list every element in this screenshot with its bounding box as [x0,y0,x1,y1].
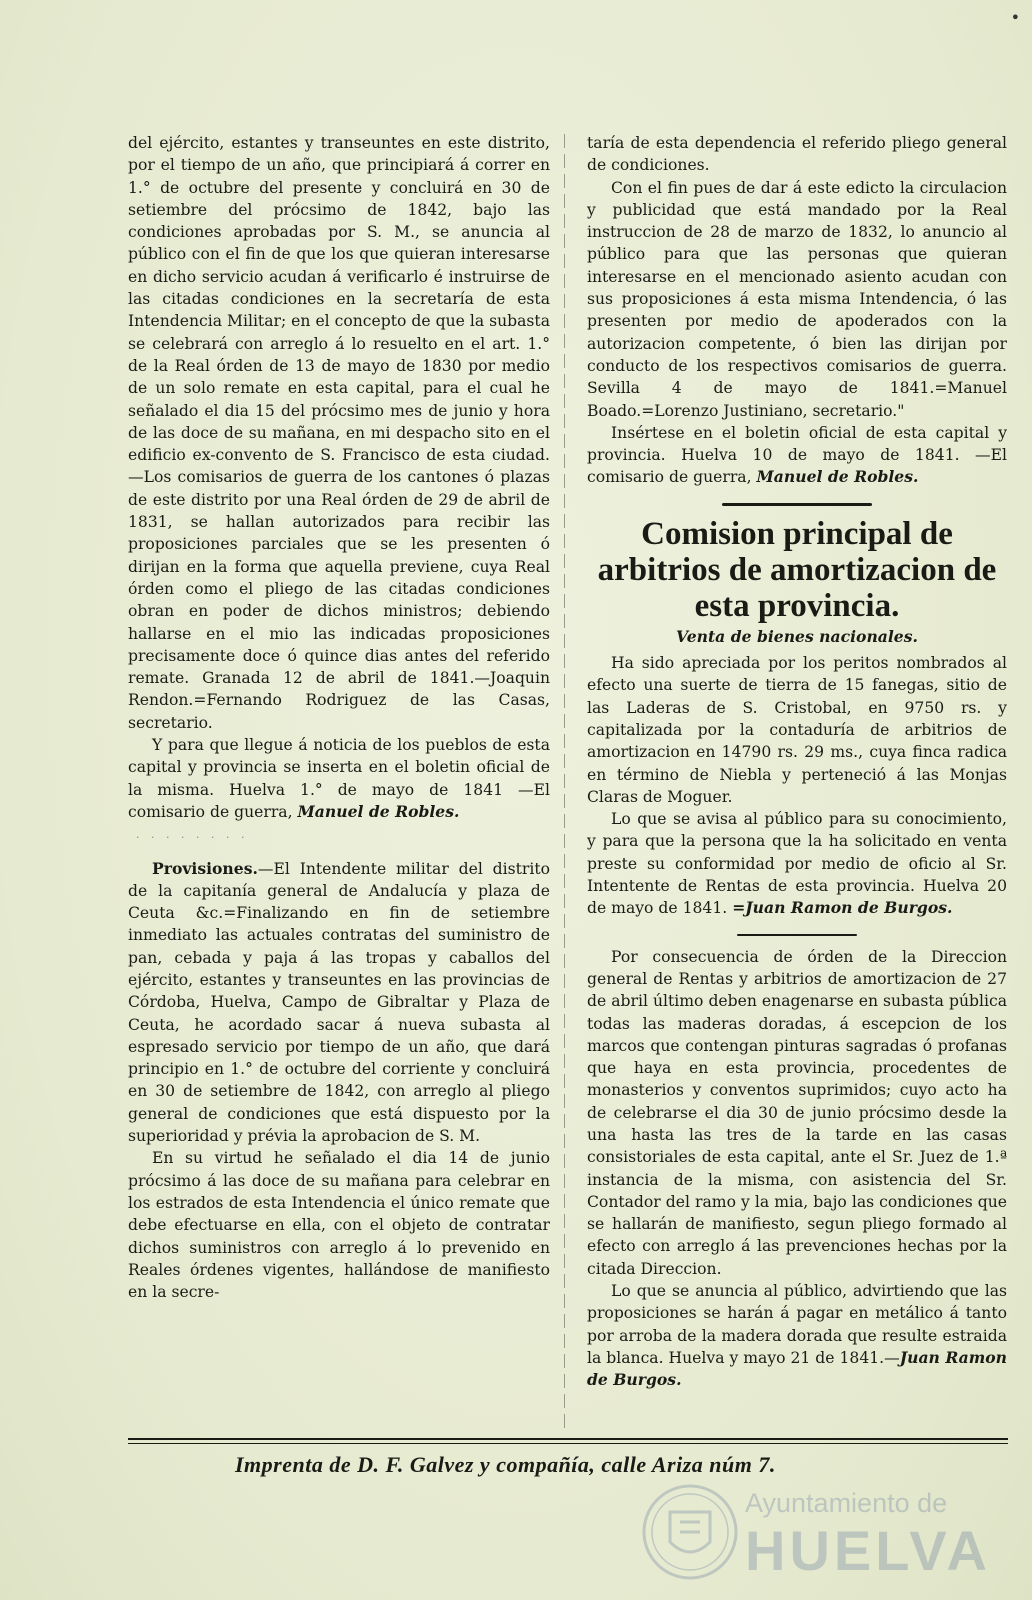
provisiones-body: —El Intendente militar del distrito de la capitanía general de Andalucía y plaza de Ceuta &c.=Finalizando en fin de setiembre inmediato las actuales contratas del suministro de pan, cebada y paja á las tropas y caballos del ejército, estantes y transeuntes en las provincias de Córdoba, Huelva, Campo de Gibraltar y Plaza de Ceuta, he acordado sacar á nueva subasta al espresado servicio por tiempo de un año, que dará principio en 1.° de octubre del corriente y concluirá en 30 de setiembre de 1842, con arreglo al pliego general de condiciones que está dispuesto por la superioridad y prévia la aprobacion de S. M. [128,859,550,1146]
right-column [587,132,1007,1392]
virtud-paragraph: En su virtud he señalado el dia 14 de junio prócsimo á las doce de su mañana para celebrar en los estrados de esta Intendencia el único remate que debe efectuarse en ella, con el objeto de contratar dichos suministros con arreglo á lo prevenido en Reales órdenes vigentes, hallándose de manifiesto en la secre- [128,1149,550,1302]
archive-watermark [640,1480,1020,1590]
fin-paragraph: Con el fin pues de dar á este edicto la circulacion y publicidad que está mandado por la Real instruccion de 28 de marzo de 1832, lo anuncio al público para que las personas que quieran interesarse en el mencionado asiento acudan con sus proposiciones á esta misma Intendencia, ó las presenten por medio de apoderados con la autorizacion competente, ó bien las dirijan por conducto de los respectivos comisarios de guerra. Sevilla 4 de mayo de 1841.=Manuel Boado.=Lorenzo Justiniano, secretario." [587,178,1007,420]
watermark-line2: HUELVA [745,1519,991,1582]
footer-rule [128,1438,1008,1440]
insertese-signature: Manuel de Robles. [756,467,919,487]
insertese-paragraph [587,422,1007,489]
section-separator: · · · · · · · · [136,831,249,845]
insertese-text: Insértese en el boletin oficial de esta capital y provincia. Huelva 10 de mayo de 1841. —El comisario de guerra, [587,423,1007,487]
consecuencia-paragraph: Por consecuencia de órden de la Direccion general de Rentas y arbitrios de amortizacion de 27 de abril último deben enagenarse en subasta pública todas las maderas doradas, á escepcion de los marcos que contengan pinturas sagradas ó profanas que haya en esta provincia, procedentes de monasterios y conventos suprimidos; cuyo acto ha de celebrarse el dia 30 de junio prócsimo desde la una hasta las tres de la tarde en las casas consistoriales de esta capital, ante el Sr. Juez de 1.ª instancia de la misma, con asistencia del Sr. Contador del ramo y la mia, bajo las condiciones que se hallarán de manifiesto, segun pliego formado al efecto con arreglo á las prevenciones hechas por la citada Direccion. [587,947,1007,1278]
column-divider [564,134,565,1434]
left-column [128,132,550,1303]
provisiones-lead: Provisiones. [152,858,258,878]
provisiones-paragraph [128,858,550,1148]
section-rule-2 [737,934,857,936]
printer-imprint: Imprenta de D. F. Galvez y compañía, calle Ariza núm 7. [235,1452,776,1477]
left-insert-signature: Manuel de Robles. [297,801,460,821]
footer-rule-thin [128,1443,1008,1444]
watermark-line1: Ayuntamiento de [745,1488,948,1518]
anuncia-signature: Juan Ramon de Burgos. [587,1347,1007,1390]
aviso-paragraph [587,808,1007,919]
aviso-text: Lo que se avisa al público para su conocimiento, y para que la persona que la ha solicitado en venta preste su conformidad por medio de oficio al Sr. Intentente de Rentas de esta provincia. Huelva 20 de mayo de 1841. [587,810,1007,918]
coat-of-arms-icon [640,1482,740,1582]
page-marker: • [1010,8,1020,27]
comision-headline: Comision principal de arbitrios de amortizacion de esta provincia. [597,515,997,624]
right-continuation-paragraph: taría de esta dependencia el referido pliego general de condiciones. [587,134,1007,175]
venta-section-title: Venta de bienes nacionales. [676,626,918,646]
anuncia-paragraph [587,1280,1007,1391]
aviso-signature: =Juan Ramon de Burgos. [732,898,953,918]
left-continuation-paragraph: del ejército, estantes y transeuntes en este distrito, por el tiempo de un año, que principiará á correr en 1.° de octubre del presente y concluirá en 30 de setiembre del prócsimo de 1842, bajo las condiciones aprobadas por S. M., se anuncia al público con el fin de que los que quieran interesarse en dicho servicio acudan á verificarlo é instruirse de las citadas condiciones en la secretaría de esta Intendencia Militar; en el concepto de que la subasta se celebrará con arreglo á lo resuelto en el art. 1.° de la Real órden de 13 de mayo de 1830 por medio de un solo remate en esta capital, para el cual he señalado el dia 15 del prócsimo mes de junio y hora de las doce de su mañana, en mi despacho sito en el edificio ex-convento de S. Francisco de esta ciudad.—Los comisarios de guerra de los cantones ó plazas de este distrito por una Real órden de 29 de abril de 1831, se hallan autorizados para recibir las proposiciones parciales que se les presenten ó dirijan en la forma que aquella previene, cuya Real órden como el pliego de las citadas condiciones obran en poder de dichos ministros; debiendo hallarse en el mio las indicadas proposiciones precisamente doce ó quince dias antes del referido remate. Granada 12 de abril de 1841.—Joaquin Rendon.=Fernando Rodriguez de las Casas, secretario. [128,134,550,732]
venta-paragraph: Ha sido apreciada por los peritos nombrados al efecto una suerte de tierra de 15 fanegas, sitio de las Laderas de S. Cristobal, en 9750 rs. y capitalizada por la contaduría de arbitrios de amortizacion en 14790 rs. 29 ms., cuya finca radica en término de Niebla y perteneció á las Monjas Claras de Moguer. [587,654,1007,806]
left-insert-text: Y para que llegue á noticia de los pueblos de esta capital y provincia se inserta en el boletin oficial de la misma. Huelva 1.° de mayo de 1841 —El comisario de guerra, [128,736,550,821]
left-insert-paragraph [128,734,550,823]
anuncia-text: Lo que se anuncia al público, advirtiendo que las proposiciones se harán á pagar en metálico á tanto por arroba de la madera dorada que resulte estraida la blanca. Huelva y mayo 21 de 1841.— [587,1282,1007,1367]
section-rule [722,503,872,506]
